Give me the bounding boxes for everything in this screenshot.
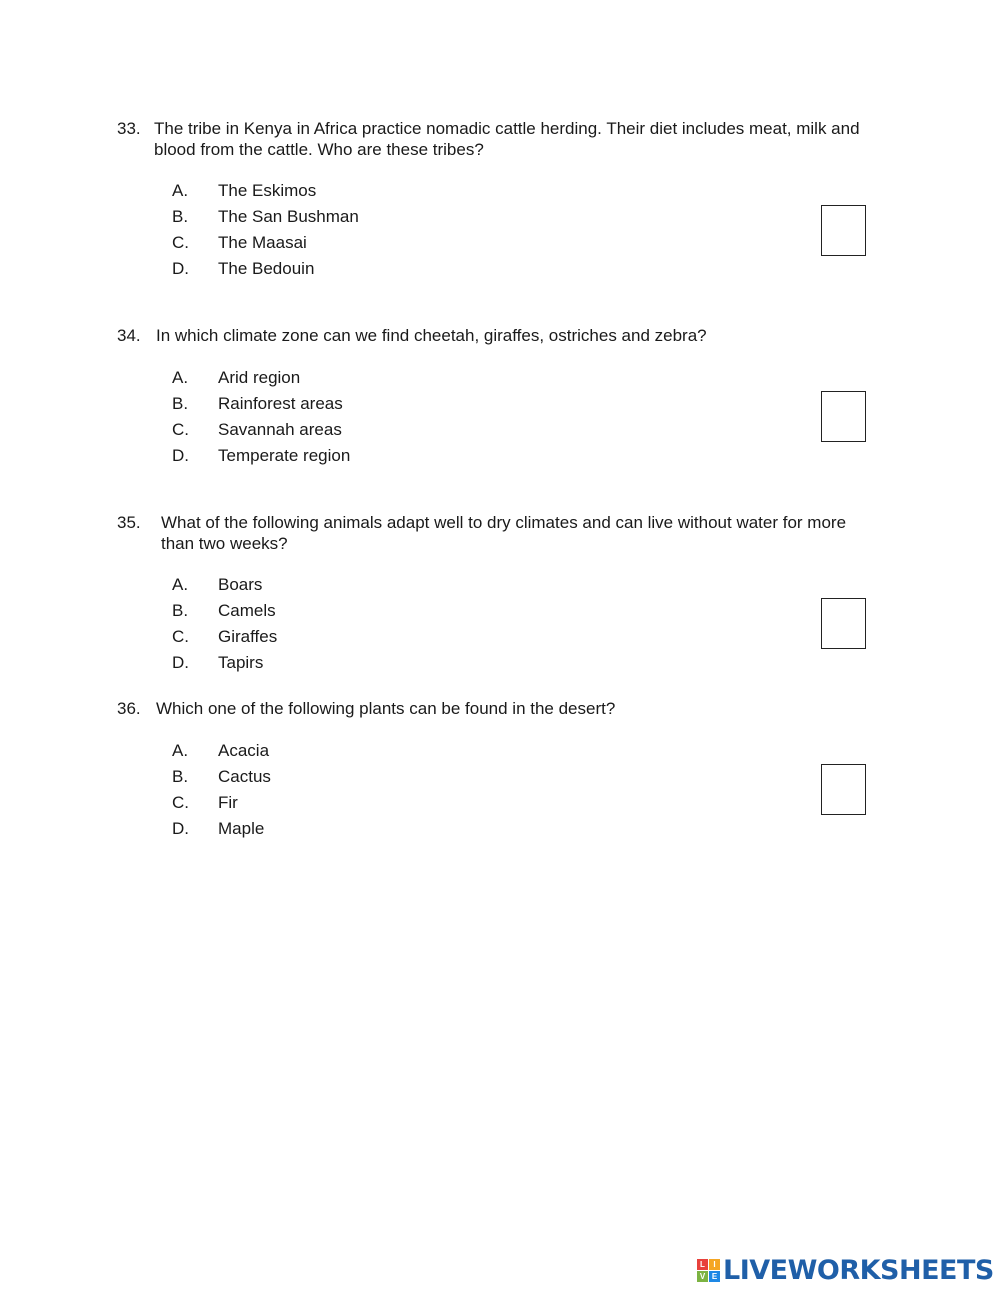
answer-box-33[interactable] bbox=[821, 205, 866, 256]
option-letter: D. bbox=[172, 446, 189, 465]
option-text: Acacia bbox=[218, 741, 270, 760]
question-number: 35. bbox=[117, 513, 141, 532]
option-text: Tapirs bbox=[218, 653, 264, 672]
liveworksheets-logo bbox=[697, 1255, 994, 1285]
logo-text: LIVEWORKSHEETS bbox=[723, 1254, 994, 1286]
option-text: Arid region bbox=[218, 368, 301, 387]
option-text: Giraffes bbox=[218, 627, 278, 646]
option-text: Cactus bbox=[218, 767, 271, 786]
option-letter: C. bbox=[172, 793, 189, 812]
option-text: The Eskimos bbox=[218, 181, 317, 200]
option-letter: D. bbox=[172, 259, 189, 278]
option-letter: A. bbox=[172, 181, 189, 200]
option-letter: B. bbox=[172, 207, 189, 226]
option-letter: C. bbox=[172, 627, 189, 646]
answer-box-36[interactable] bbox=[821, 764, 866, 815]
logo-tile: I bbox=[709, 1259, 720, 1270]
question-text: What of the following animals adapt well to dry climates and can live without water for more than two weeks? bbox=[161, 513, 847, 553]
question-number: 36. bbox=[117, 699, 141, 718]
option-letter: C. bbox=[172, 420, 189, 439]
option-letter: C. bbox=[172, 233, 189, 252]
option-text: The Bedouin bbox=[218, 259, 315, 278]
logo-icon bbox=[697, 1259, 720, 1282]
option-letter: B. bbox=[172, 767, 189, 786]
option-letter: B. bbox=[172, 601, 189, 620]
question-number: 33. bbox=[117, 119, 141, 138]
logo-tile: V bbox=[697, 1271, 708, 1282]
option-letter: B. bbox=[172, 394, 189, 413]
option-text: Savannah areas bbox=[218, 420, 342, 439]
option-text: Rainforest areas bbox=[218, 394, 343, 413]
option-letter: A. bbox=[172, 575, 189, 594]
option-letter: D. bbox=[172, 653, 189, 672]
logo-tile: L bbox=[697, 1259, 708, 1270]
answer-box-35[interactable] bbox=[821, 598, 866, 649]
option-letter: A. bbox=[172, 368, 189, 387]
question-number: 34. bbox=[117, 326, 141, 345]
option-letter: A. bbox=[172, 741, 189, 760]
question-text: In which climate zone can we find cheetah, giraffes, ostriches and zebra? bbox=[156, 326, 707, 345]
option-text: Temperate region bbox=[218, 446, 351, 465]
option-text: The San Bushman bbox=[218, 207, 359, 226]
question-text: The tribe in Kenya in Africa practice nomadic cattle herding. Their diet includes meat, milk and blood from the cattle. Who are these tribes? bbox=[154, 119, 860, 159]
answer-box-34[interactable] bbox=[821, 391, 866, 442]
option-text: Camels bbox=[218, 601, 276, 620]
option-text: Boars bbox=[218, 575, 263, 594]
option-text: Fir bbox=[218, 793, 238, 812]
option-text: Maple bbox=[218, 819, 265, 838]
logo-tile: E bbox=[709, 1271, 720, 1282]
option-letter: D. bbox=[172, 819, 189, 838]
option-text: The Maasai bbox=[218, 233, 307, 252]
question-text: Which one of the following plants can be found in the desert? bbox=[156, 699, 616, 718]
